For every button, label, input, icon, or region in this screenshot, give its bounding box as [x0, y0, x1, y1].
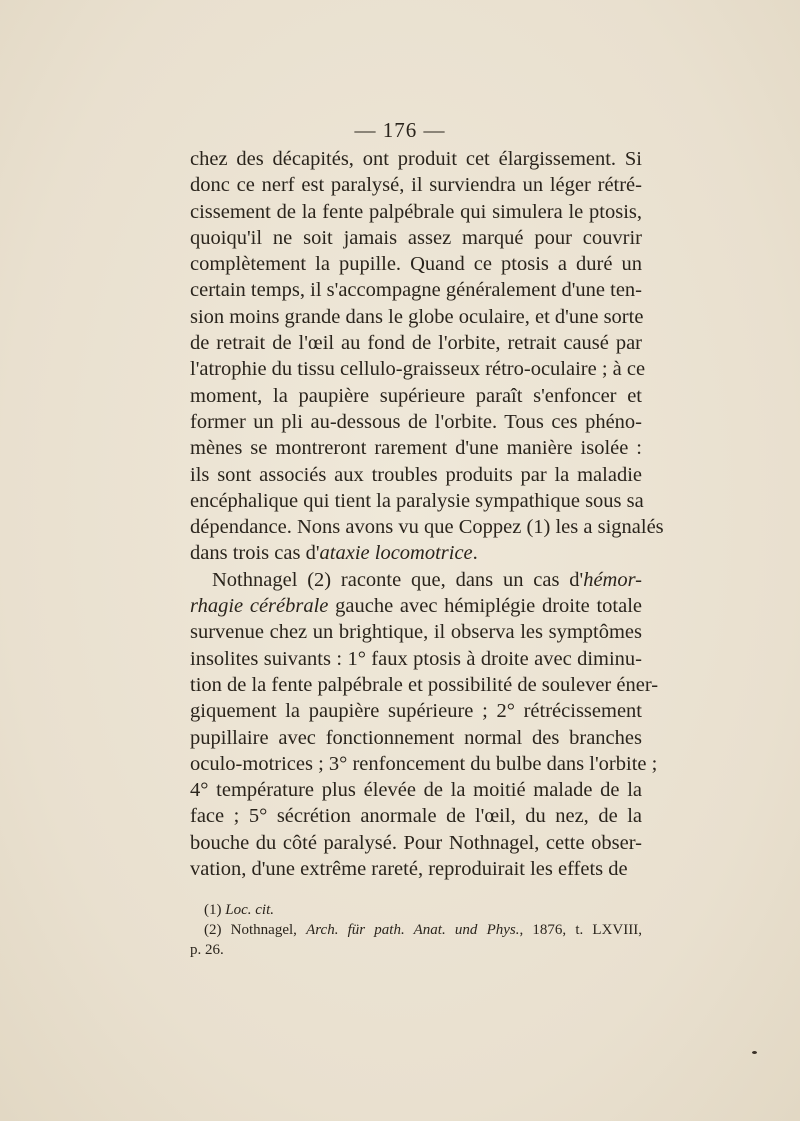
footnote-text: p. 26. [190, 942, 224, 958]
text-line [190, 409, 642, 435]
text-segment: tion de la fente palpébrale et possibilité de soulever éner- [190, 673, 659, 696]
text-segment: complètement la pupille. Quand ce ptosis a duré un [190, 253, 642, 276]
text-segment: certain temps, il s'accompagne généralement d'une ten- [190, 279, 642, 302]
text-line [190, 251, 642, 277]
text-segment: moment, la paupière supérieure paraît s'enfoncer et [190, 384, 642, 407]
footnote-text: (2) Nothnagel, [204, 922, 307, 938]
italic-text: ataxie locomotrice [319, 542, 473, 565]
text-segment: giquement la paupière supérieure ; 2° rétrécissement [190, 700, 642, 723]
text-segment: dépendance. Nons avons vu que Coppez (1) les a signalés [190, 516, 664, 539]
text-segment: de retrait de l'œil au fond de l'orbite, retrait causé par [190, 332, 642, 355]
footnotes [190, 900, 642, 960]
page-number: — 176 — [354, 118, 446, 142]
text-line [190, 698, 642, 724]
text-line [190, 856, 642, 882]
text-line [190, 514, 664, 540]
text-line [190, 277, 642, 303]
text-line [190, 777, 642, 803]
body-text [190, 146, 664, 882]
text-line [190, 199, 642, 225]
text-segment: Nothnagel (2) raconte que, dans un cas d' [212, 568, 584, 591]
text-segment: chez des décapités, ont produit cet élargissement. Si [190, 148, 642, 170]
text-segment: sion moins grande dans le globe oculaire, et d'une sorte [190, 305, 644, 328]
text-segment: face ; 5° sécrétion anormale de l'œil, du nez, de la [190, 805, 642, 828]
text-segment: encéphalique qui tient la paralysie sympathique sous sa [190, 489, 644, 512]
text-line [190, 803, 642, 829]
text-line [190, 567, 642, 593]
text-segment: vation, d'une extrême rareté, reproduirait les effets de [190, 858, 628, 881]
text-line [190, 462, 642, 488]
text-segment: . [472, 542, 478, 565]
text-line [190, 672, 659, 698]
text-segment: oculo-motrices ; 3° renfoncement du bulbe dans l'orbite ; [190, 752, 658, 775]
footnote-line [190, 940, 642, 960]
text-line [190, 725, 642, 751]
text-segment: ils sont associés aux troubles produits par la maladie [190, 463, 642, 486]
text-line [190, 619, 642, 645]
text-line [190, 435, 642, 461]
text-line [190, 540, 642, 566]
footnote-italic: Loc. cit. [225, 902, 274, 918]
text-line [190, 172, 642, 198]
text-segment: former un pli au-dessous de l'orbite. Tous ces phéno- [190, 410, 642, 433]
footnote-text: (1) [204, 902, 226, 918]
text-segment: dans trois cas d' [190, 542, 320, 565]
text-segment: l'atrophie du tissu cellulo-graisseux rétro-oculaire ; à ce [190, 358, 646, 381]
text-line [190, 646, 642, 672]
text-segment: cissement de la fente palpébrale qui simulera le ptosis, [190, 200, 642, 223]
footnote-text: , 1876, t. LXVIII, [519, 922, 642, 938]
text-segment: gauche avec hémiplégie droite totale [328, 595, 642, 618]
text-segment: quoiqu'il ne soit jamais assez marqué pour couvrir [190, 226, 642, 249]
text-segment: bouche du côté paralysé. Pour Nothnagel, cette obser- [190, 831, 642, 854]
text-line [190, 383, 642, 409]
text-segment: insolites suivants : 1° faux ptosis à droite avec diminu- [190, 647, 642, 670]
text-line [190, 830, 642, 856]
footnote-italic: Arch. für path. Anat. und Phys. [306, 922, 520, 938]
paper-speck [752, 1051, 757, 1054]
footnote-line [190, 920, 642, 940]
text-segment: donc ce nerf est paralysé, il surviendra un léger rétré- [190, 174, 642, 197]
text-line [190, 593, 642, 619]
text-segment: survenue chez un brightique, il observa les symptômes [190, 621, 642, 644]
text-line [190, 488, 642, 514]
text-line [190, 304, 642, 330]
text-segment: pupillaire avec fonctionnement normal des branches [190, 726, 642, 749]
italic-text: rhagie cérébrale [190, 595, 329, 618]
text-line [190, 330, 642, 356]
footnote-line [190, 900, 642, 920]
text-line [190, 356, 646, 382]
text-line [190, 751, 658, 777]
text-line [190, 146, 642, 172]
text-segment: 4° température plus élevée de la moitié malade de la [190, 779, 642, 802]
italic-text: hémor- [583, 568, 642, 591]
text-line [190, 225, 642, 251]
text-segment: mènes se montreront rarement d'une manière isolée : [190, 437, 642, 460]
